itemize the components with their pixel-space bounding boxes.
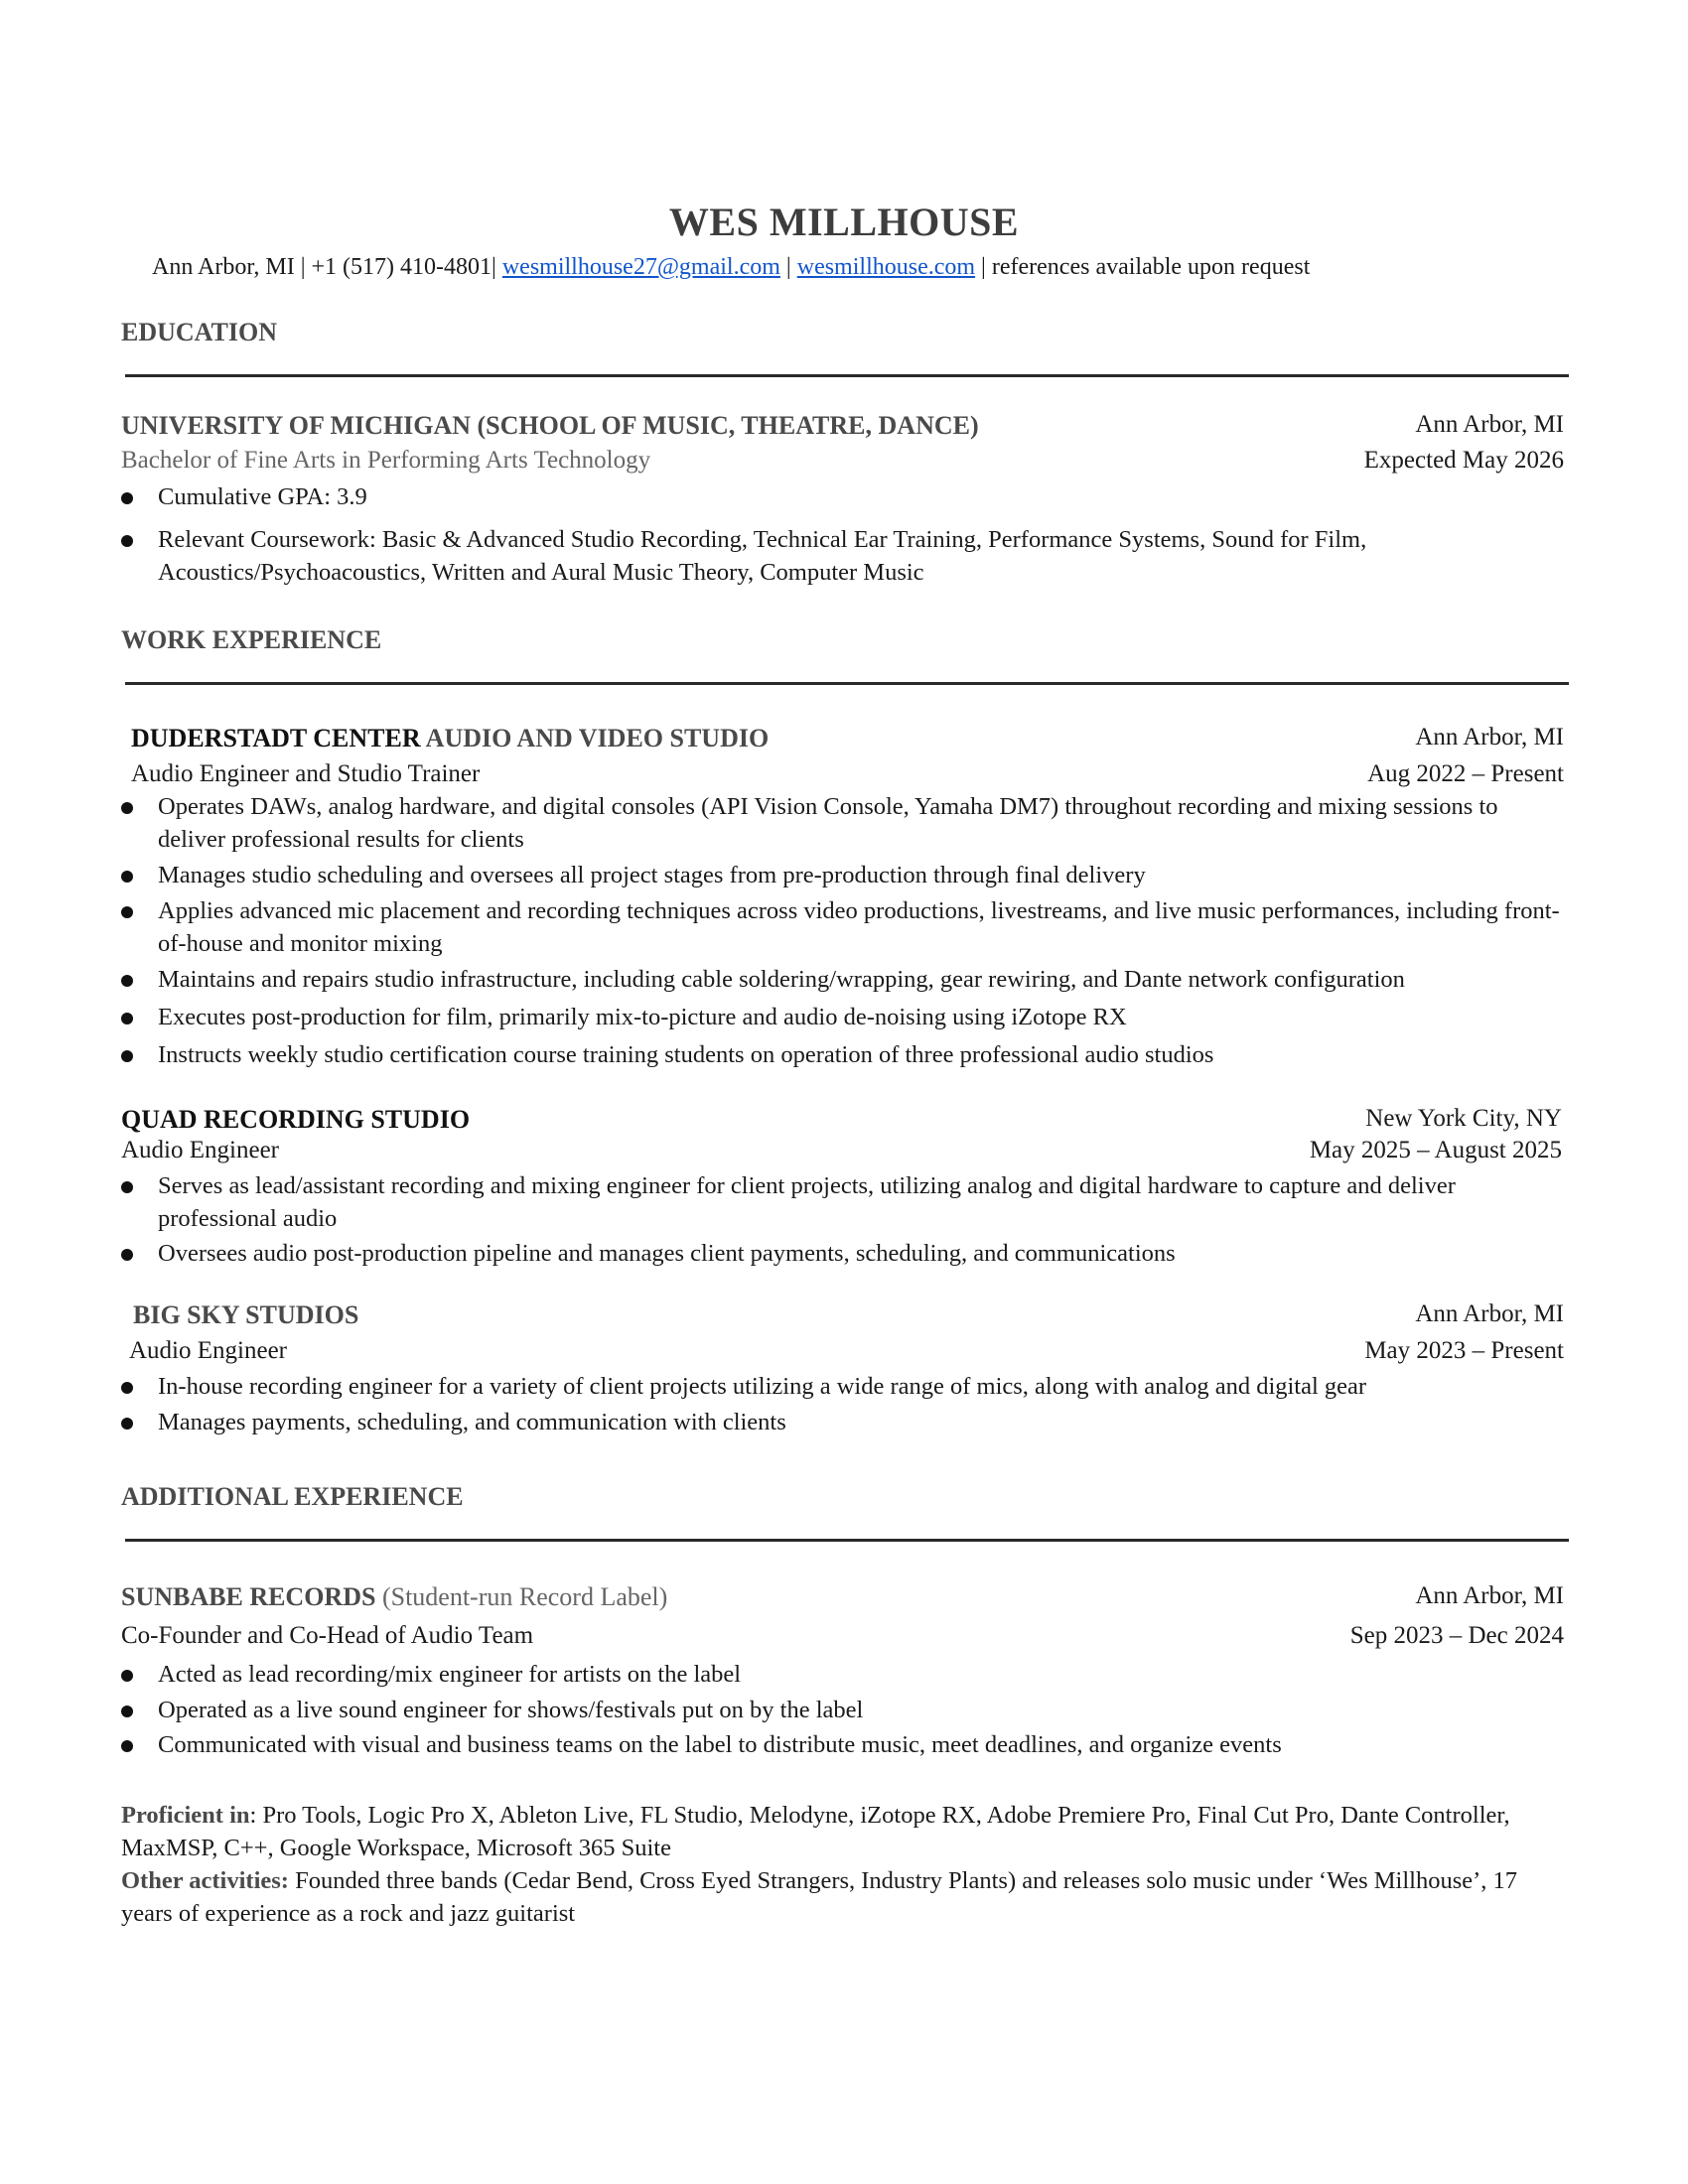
skills-paragraph [121,1799,1571,1864]
contact-separator: | [975,254,992,280]
employer-name [121,1105,470,1135]
bullet-text: Cumulative GPA: 3.9 [158,483,367,510]
references-note: references available upon request [991,254,1311,280]
bullet-icon [121,1249,133,1261]
employer-name [131,724,769,753]
list-item [121,894,1571,960]
list-item [121,1038,1571,1071]
section-title-work-experience: WORK EXPERIENCE [121,625,382,654]
bullet-icon [121,535,133,547]
job-location: Ann Arbor, MI [1415,1582,1564,1609]
bullet-text: Relevant Coursework: Basic & Advanced Studio Recording, Technical Ear Training, Performance Systems, Sound for Film, Acoustics/Psychoacoustics, Written and Aural Music Theory, Computer Music [158,526,1367,586]
bullet-icon [121,975,133,987]
bullet-icon [121,1181,133,1193]
list-item [121,1370,1571,1403]
job-location: New York City, NY [1365,1105,1562,1132]
graduation-date: Expected May 2026 [1363,447,1564,474]
bullet-icon [121,1013,133,1024]
school-name: UNIVERSITY OF MICHIGAN (SCHOOL OF MUSIC, THEATRE, DANCE) [121,411,979,440]
list-item [121,790,1571,856]
bullet-icon [121,1050,133,1062]
bullet-icon [121,1670,133,1682]
bullet-text: Oversees audio post-production pipeline and manages client payments, scheduling, and communications [158,1240,1176,1267]
skills-text: : Pro Tools, Logic Pro X, Ableton Live, FL Studio, Melodyne, iZotope RX, Adobe Premiere Pro, Final Cut Pro, Dante Controller, MaxMSP, C++, Google Workspace, Microsoft 365 Suite [121,1802,1510,1861]
list-item [121,1406,1571,1438]
employer-name-main: SUNBABE RECORDS [121,1582,376,1611]
contact-phone: +1 (517) 410-4801 [311,254,492,280]
bullet-text: Maintains and repairs studio infrastructure, including cable soldering/wrapping, gear rewiring, and Dante network configuration [158,966,1405,993]
employer-name-rest: AUDIO AND VIDEO STUDIO [420,724,770,752]
section-title-education: EDUCATION [121,318,277,346]
bullet-text: In-house recording engineer for a variety of client projects utilizing a wide range of mics, along with analog and digital gear [158,1373,1367,1400]
bullet-text: Operates DAWs, analog hardware, and digital consoles (API Vision Console, Yamaha DM7) throughout recording and mixing sessions to deliver professional results for clients [158,793,1498,853]
activities-label: Other activities: [121,1867,289,1894]
bullet-icon [121,1740,133,1752]
job-role: Co-Founder and Co-Head of Audio Team [121,1622,534,1649]
bullet-icon [121,492,133,504]
bullet-icon [121,1706,133,1717]
bullet-text: Serves as lead/assistant recording and mixing engineer for client projects, utilizing analog and digital hardware to capture and deliver professional audio [158,1172,1456,1232]
job-dates: May 2023 – Present [1364,1337,1564,1364]
section-divider [125,374,1569,377]
bullet-text: Applies advanced mic placement and recording techniques across video productions, livestreams, and live music performances, including front-of-house and monitor mixing [158,897,1560,957]
degree-title: Bachelor of Fine Arts in Performing Arts Technology [121,447,651,474]
section-divider [125,682,1569,685]
school-location: Ann Arbor, MI [1415,411,1564,438]
bullet-icon [121,871,133,883]
job-location: Ann Arbor, MI [1415,724,1564,751]
bullet-icon [121,1382,133,1394]
section-title-additional-experience: ADDITIONAL EXPERIENCE [121,1482,464,1511]
list-item [121,1169,1571,1235]
skills-label: Proficient in [121,1802,250,1829]
contact-location: Ann Arbor, MI [152,254,295,280]
employer-name-main: DUDERSTADT CENTER [131,724,421,752]
contact-separator: | [492,254,502,280]
contact-separator: | [294,254,312,280]
bullet-text: Manages studio scheduling and oversees all project stages from pre-production through final delivery [158,862,1146,888]
email-link[interactable]: wesmillhouse27@gmail.com [501,254,780,280]
bullet-text: Instructs weekly studio certification course training students on operation of three professional audio studios [158,1041,1214,1068]
bullet-text: Communicated with visual and business teams on the label to distribute music, meet deadlines, and organize events [158,1731,1282,1758]
bullet-text: Operated as a live sound engineer for shows/festivals put on by the label [158,1697,864,1723]
job-role: Audio Engineer [129,1337,287,1364]
employer-name [121,1582,667,1612]
employer-name: BIG SKY STUDIOS [133,1300,359,1329]
job-location: Ann Arbor, MI [1415,1300,1564,1327]
list-item [121,1658,1571,1691]
list-item [121,523,1571,589]
list-item [121,480,1571,513]
list-item [121,1001,1571,1033]
bullet-icon [121,802,133,814]
activities-paragraph [121,1864,1571,1930]
bullet-text: Acted as lead recording/mix engineer for artists on the label [158,1661,742,1688]
contact-separator: | [779,254,797,280]
job-dates: Sep 2023 – Dec 2024 [1349,1622,1564,1649]
job-dates: May 2025 – August 2025 [1309,1137,1562,1163]
job-role: Audio Engineer [121,1137,279,1163]
candidate-name: WES MILLHOUSE [668,200,1020,244]
bullet-text: Executes post-production for film, primarily mix-to-picture and audio de-noising using iZotope RX [158,1004,1127,1030]
employer-name-rest: (Student-run Record Label) [375,1582,668,1611]
section-divider [125,1539,1569,1542]
list-item [121,1237,1571,1270]
bullet-icon [121,1418,133,1430]
bullet-icon [121,906,133,918]
bullet-text: Manages payments, scheduling, and communication with clients [158,1409,786,1435]
job-role: Audio Engineer and Studio Trainer [131,760,481,787]
list-item [121,1728,1571,1761]
job-dates: Aug 2022 – Present [1367,760,1564,787]
employer-name-main: QUAD RECORDING STUDIO [121,1105,471,1134]
list-item [121,1694,1571,1726]
contact-line [152,254,1310,281]
list-item [121,859,1571,891]
website-link[interactable]: wesmillhouse.com [796,254,976,280]
activities-text: Founded three bands (Cedar Bend, Cross Eyed Strangers, Industry Plants) and releases solo music under ‘Wes Millhouse’, 17 years of experience as a rock and jazz guitarist [121,1867,1518,1927]
list-item [121,963,1571,996]
